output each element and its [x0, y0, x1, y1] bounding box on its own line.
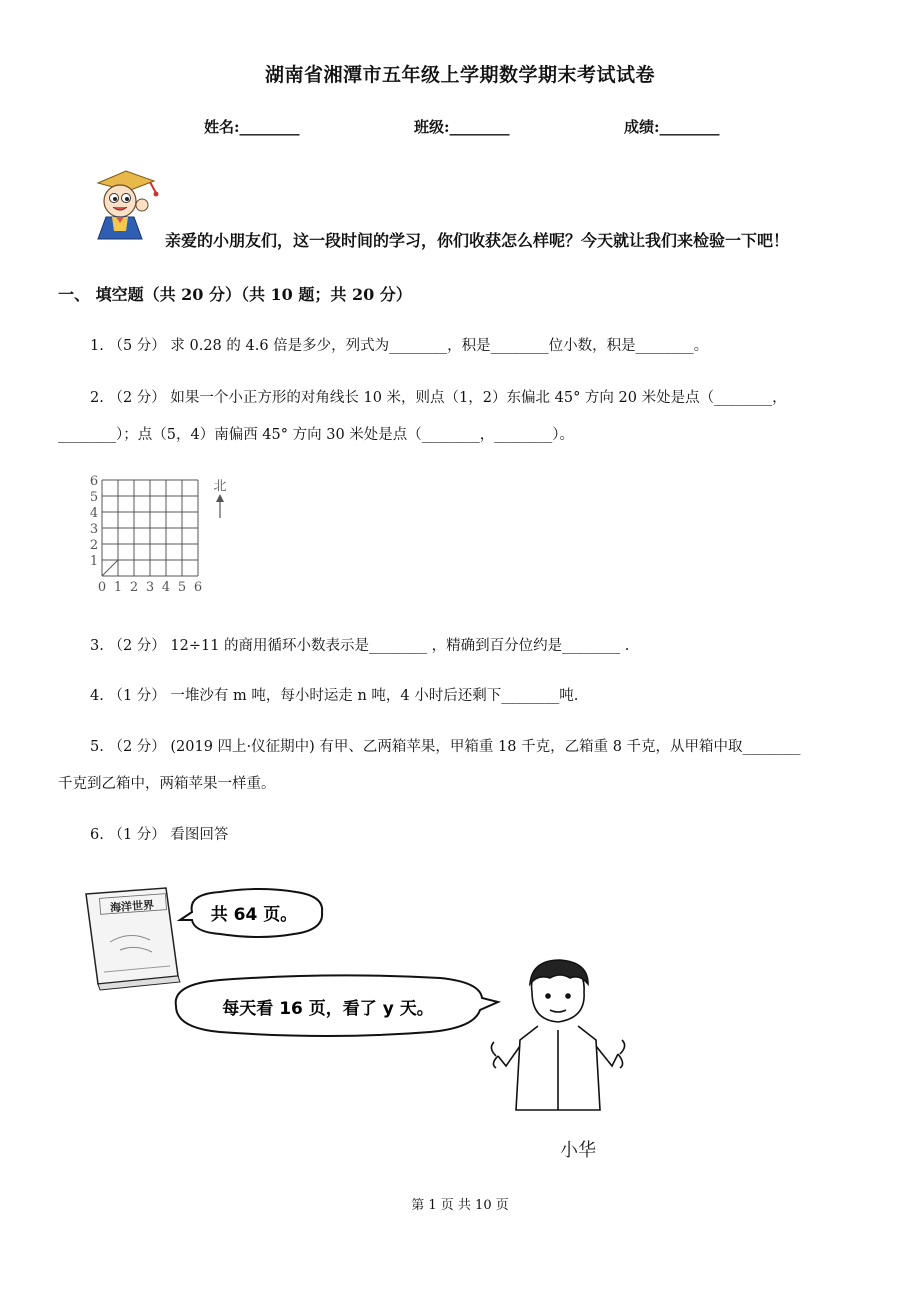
north-arrow-head [216, 494, 224, 502]
x-tick-label: 6 [193, 580, 203, 595]
question-5-line-1: 5. （2 分） (2019 四上·仪征期中) 有甲、乙两箱苹果，甲箱重 18 千克，乙箱重 8 千克，从甲箱中取________ [90, 739, 801, 755]
question-4: 4. （1 分） 一堆沙有 m 吨，每小时运走 n 吨，4 小时后还剩下________吨. [90, 688, 579, 704]
page-title: 湖南省湘潭市五年级上学期数学期末考试试卷 [264, 64, 655, 86]
y-tick-label: 1 [89, 554, 99, 569]
y-tick-label: 4 [89, 506, 99, 521]
question-6: 6. （1 分） 看图回答 [90, 827, 229, 843]
question-3: 3. （2 分） 12÷11 的商用循环小数表示是________ ，精确到百分位约是________ . [90, 638, 630, 654]
north-label: 北 [213, 479, 227, 494]
x-tick-label: 3 [145, 580, 155, 595]
x-tick-label: 1 [113, 580, 123, 595]
x-tick-label: 0 [97, 580, 107, 595]
y-tick-label: 2 [89, 538, 99, 553]
question-2-line-2: ________）；点（5，4）南偏西 45° 方向 30 米处是点（________，________）。 [58, 427, 575, 443]
question-1: 1. （5 分） 求 0.28 的 4.6 倍是多少，列式为________，积是________位小数，积是________。 [90, 338, 709, 354]
x-tick-label: 2 [129, 580, 139, 595]
question-6-illustration [80, 880, 640, 1180]
bubble-2-text: 每天看 16 页，看了 y 天。 [222, 999, 434, 1019]
x-tick-label: 4 [161, 580, 171, 595]
speech-bubble-2 [176, 975, 498, 1036]
score-field: 成绩:________ [624, 118, 720, 136]
name-field: 姓名:________ [204, 118, 300, 136]
y-tick-label: 3 [89, 522, 99, 537]
boy-caption: 小华 [560, 1140, 596, 1161]
y-tick-label: 5 [89, 490, 99, 505]
book-illustration [86, 888, 180, 990]
coordinate-grid [86, 472, 236, 598]
section-heading: 一、 填空题（共 20 分）（共 10 题；共 20 分） [58, 285, 412, 304]
diagonal-line [102, 560, 118, 576]
x-tick-label: 5 [177, 580, 187, 595]
question-2-line-1: 2. （2 分） 如果一个小正方形的对角线长 10 米，则点（1，2）东偏北 45° 方向 20 米处是点（________， [90, 390, 787, 406]
page-footer: 第 1 页 共 10 页 [411, 1198, 509, 1213]
bubble-1-text: 共 64 页。 [210, 905, 298, 925]
question-5-line-2: 千克到乙箱中，两箱苹果一样重。 [58, 776, 276, 792]
greeting-text: 亲爱的小朋友们，这一段时间的学习，你们收获怎么样呢？今天就让我们来检验一下吧！ [165, 231, 790, 250]
book-title: 海洋世界 [109, 898, 155, 915]
mascot-illustration [90, 165, 162, 245]
class-field: 班级:________ [414, 118, 510, 136]
speech-bubble-1 [180, 889, 322, 937]
boy-illustration [491, 960, 624, 1110]
y-tick-label: 6 [89, 474, 99, 489]
